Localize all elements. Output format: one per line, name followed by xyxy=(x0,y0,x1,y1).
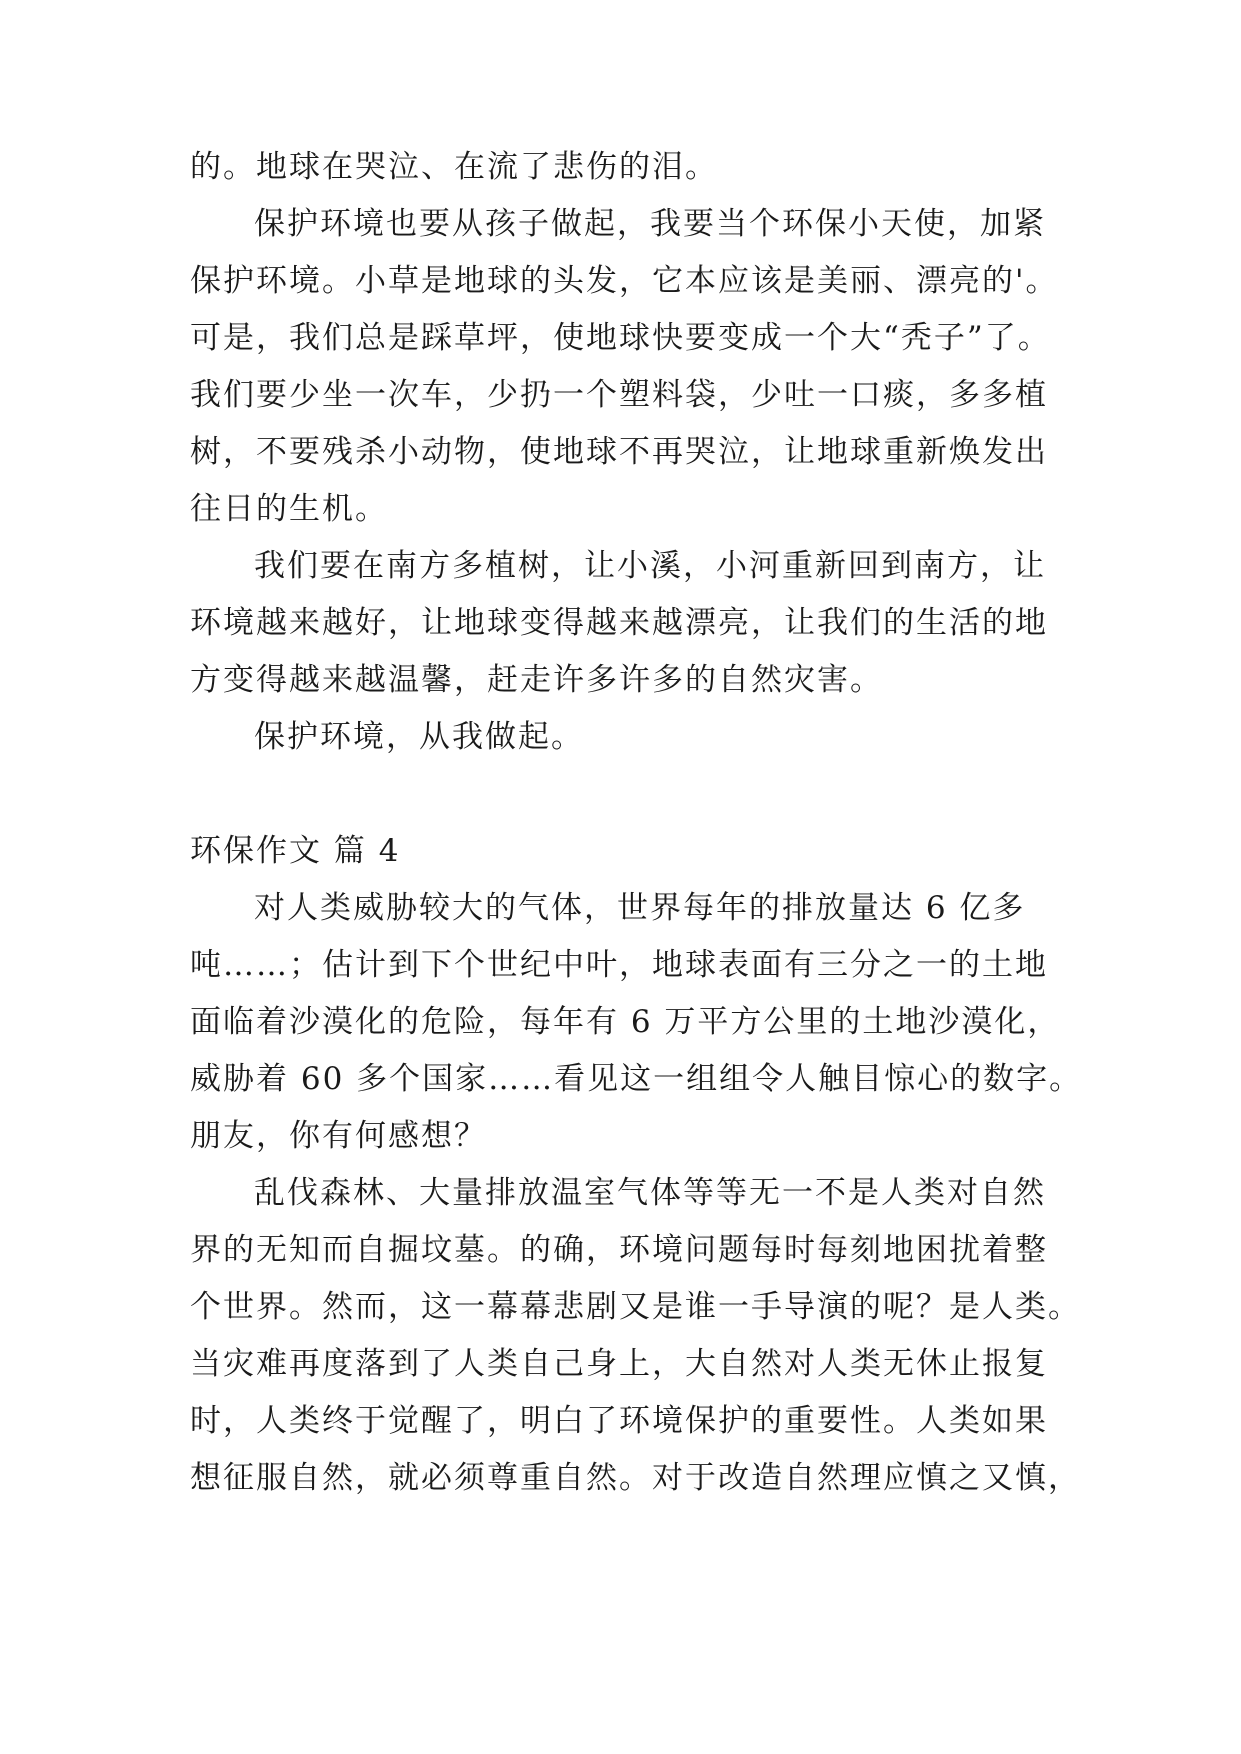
text-line: 往日的生机。 xyxy=(190,491,388,527)
paragraph-start-line: 保护环境也要从孩子做起，我要当个环保小天使，加紧 xyxy=(254,206,1046,242)
text-line: 保护环境。小草是地球的头发，它本应该是美丽、漂亮的'。 xyxy=(190,263,1059,299)
text-line: 界的无知而自掘坟墓。的确，环境问题每时每刻地困扰着整 xyxy=(190,1232,1048,1268)
text-line: 朋友，你有何感想？ xyxy=(190,1118,487,1154)
text-line: 当灾难再度落到了人类自己身上，大自然对人类无休止报复 xyxy=(190,1346,1048,1382)
section-heading: 环保作文 篇 4 xyxy=(190,833,401,869)
text-line: 面临着沙漠化的危险，每年有 6 万平方公里的土地沙漠化， xyxy=(190,1004,1061,1040)
text-line: 可是，我们总是踩草坪，使地球快要变成一个大“秃子”了。 xyxy=(190,320,1051,356)
text-line: 方变得越来越温馨，赶走许多许多的自然灾害。 xyxy=(190,662,883,698)
text-line: 威胁着 60 多个国家……看见这一组组令人触目惊心的数字。 xyxy=(190,1061,1083,1097)
paragraph-start-line: 对人类威胁较大的气体，世界每年的排放量达 6 亿多 xyxy=(254,890,1026,926)
text-line: 时，人类终于觉醒了，明白了环境保护的重要性。人类如果 xyxy=(190,1403,1048,1439)
text-line: 想征服自然，就必须尊重自然。对于改造自然理应慎之又慎， xyxy=(190,1460,1081,1496)
paragraph-start-line: 保护环境，从我做起。 xyxy=(254,719,584,755)
text-line: 环境越来越好，让地球变得越来越漂亮，让我们的生活的地 xyxy=(190,605,1048,641)
text-line: 吨……；估计到下个世纪中叶，地球表面有三分之一的土地 xyxy=(190,947,1048,983)
paragraph-start-line: 我们要在南方多植树，让小溪，小河重新回到南方，让 xyxy=(254,548,1046,584)
text-line: 树，不要残杀小动物，使地球不再哭泣，让地球重新焕发出 xyxy=(190,434,1048,470)
text-line: 我们要少坐一次车，少扔一个塑料袋，少吐一口痰，多多植 xyxy=(190,377,1048,413)
paragraph-start-line: 乱伐森林、大量排放温室气体等等无一不是人类对自然 xyxy=(254,1175,1046,1211)
text-line: 个世界。然而，这一幕幕悲剧又是谁一手导演的呢？是人类。 xyxy=(190,1289,1081,1325)
text-line: 的。地球在哭泣、在流了悲伤的泪。 xyxy=(190,149,718,185)
